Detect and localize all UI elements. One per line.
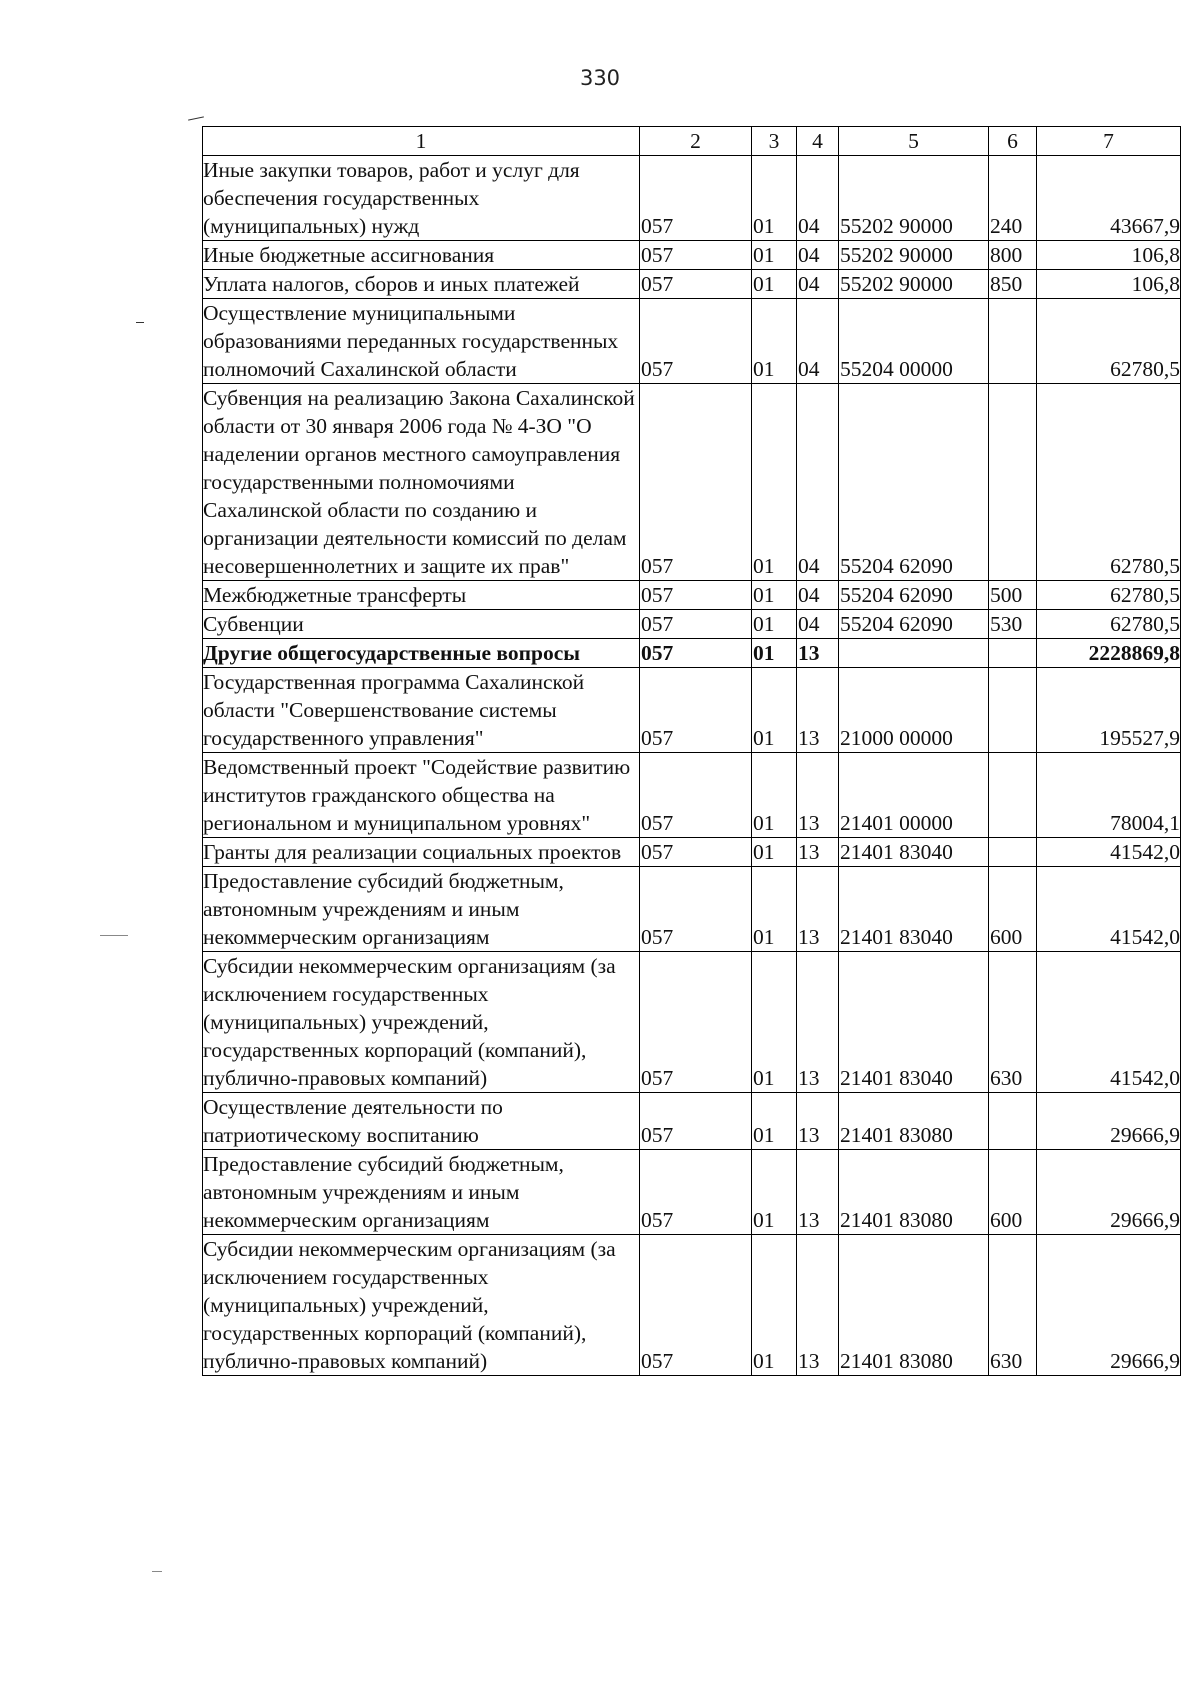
row-code-5-cell: 55202 90000 <box>839 270 989 299</box>
row-code-2-cell: 057 <box>640 384 752 581</box>
row-code-5-cell: 55202 90000 <box>839 156 989 241</box>
row-code-4-cell: 04 <box>797 156 839 241</box>
table-row <box>203 1150 1181 1235</box>
row-amount-cell: 29666,9 <box>1037 1093 1181 1150</box>
row-amount-cell: 43667,9 <box>1037 156 1181 241</box>
scan-mark <box>152 1571 162 1572</box>
header-cell-5: 5 <box>839 127 989 156</box>
row-code-4-cell: 13 <box>797 838 839 867</box>
row-amount-cell: 106,8 <box>1037 241 1181 270</box>
row-code-6-cell <box>989 384 1037 581</box>
row-code-2-cell: 057 <box>640 838 752 867</box>
row-amount-cell: 78004,1 <box>1037 753 1181 838</box>
row-code-6-cell <box>989 1093 1037 1150</box>
row-code-4-cell: 13 <box>797 753 839 838</box>
row-code-3-cell: 01 <box>752 668 797 753</box>
table-row <box>203 753 1181 838</box>
row-code-5-cell <box>839 639 989 668</box>
table-row <box>203 952 1181 1093</box>
row-code-3-cell: 01 <box>752 1235 797 1376</box>
table-row <box>203 299 1181 384</box>
row-amount-cell: 29666,9 <box>1037 1235 1181 1376</box>
row-code-4-cell: 13 <box>797 952 839 1093</box>
row-name-cell: Гранты для реализации социальных проектов <box>203 838 640 867</box>
table-row <box>203 610 1181 639</box>
row-code-2-cell: 057 <box>640 867 752 952</box>
row-code-5-cell: 55202 90000 <box>839 241 989 270</box>
row-name-cell: Субвенция на реализацию Закона Сахалинской области от 30 января 2006 года № 4-ЗО "О наделении органов местного самоуправления государственными полномочиями Сахалинской области по созданию и организации деятельности комиссий по делам несовершеннолетних и защите их прав" <box>203 384 640 581</box>
row-code-4-cell: 13 <box>797 639 839 668</box>
row-code-4-cell: 04 <box>797 241 839 270</box>
row-code-5-cell: 21401 83080 <box>839 1093 989 1150</box>
row-code-4-cell: 04 <box>797 270 839 299</box>
row-name-cell: Осуществление муниципальными образованиями переданных государственных полномочий Сахалинской области <box>203 299 640 384</box>
row-name-cell: Субсидии некоммерческим организациям (за исключением государственных (муниципальных) учреждений, государственных корпораций (компаний), публично-правовых компаний) <box>203 1235 640 1376</box>
row-code-6-cell <box>989 639 1037 668</box>
row-code-6-cell: 850 <box>989 270 1037 299</box>
row-amount-cell: 62780,5 <box>1037 610 1181 639</box>
row-code-3-cell: 01 <box>752 952 797 1093</box>
budget-table <box>202 126 1181 1376</box>
row-code-4-cell: 13 <box>797 1235 839 1376</box>
header-cell-1: 1 <box>203 127 640 156</box>
row-code-5-cell: 21401 83040 <box>839 952 989 1093</box>
table-row <box>203 838 1181 867</box>
row-code-3-cell: 01 <box>752 838 797 867</box>
table-row <box>203 270 1181 299</box>
row-code-4-cell: 13 <box>797 1150 839 1235</box>
scan-mark <box>188 116 204 120</box>
row-code-3-cell: 01 <box>752 610 797 639</box>
table-body <box>203 156 1181 1376</box>
row-code-5-cell: 21401 83080 <box>839 1235 989 1376</box>
table-row <box>203 1093 1181 1150</box>
table-row <box>203 581 1181 610</box>
row-code-2-cell: 057 <box>640 952 752 1093</box>
table-row <box>203 241 1181 270</box>
row-code-3-cell: 01 <box>752 1150 797 1235</box>
scan-mark <box>100 935 128 936</box>
row-name-cell: Ведомственный проект "Содействие развитию институтов гражданского общества на региональном и муниципальном уровнях" <box>203 753 640 838</box>
row-name-cell: Другие общегосударственные вопросы <box>203 639 640 668</box>
header-cell-7: 7 <box>1037 127 1181 156</box>
row-code-3-cell: 01 <box>752 753 797 838</box>
row-code-6-cell: 600 <box>989 867 1037 952</box>
row-amount-cell: 41542,0 <box>1037 838 1181 867</box>
row-code-5-cell: 21401 83080 <box>839 1150 989 1235</box>
row-code-2-cell: 057 <box>640 270 752 299</box>
row-code-5-cell: 21000 00000 <box>839 668 989 753</box>
header-cell-4: 4 <box>797 127 839 156</box>
row-code-2-cell: 057 <box>640 1235 752 1376</box>
scan-mark <box>136 322 144 323</box>
row-code-4-cell: 04 <box>797 610 839 639</box>
row-code-6-cell: 800 <box>989 241 1037 270</box>
row-name-cell: Государственная программа Сахалинской области "Совершенствование системы государственного управления" <box>203 668 640 753</box>
row-code-5-cell: 21401 00000 <box>839 753 989 838</box>
row-code-4-cell: 04 <box>797 581 839 610</box>
row-code-3-cell: 01 <box>752 270 797 299</box>
row-code-6-cell: 500 <box>989 581 1037 610</box>
row-amount-cell: 41542,0 <box>1037 952 1181 1093</box>
table-row <box>203 384 1181 581</box>
row-code-6-cell: 630 <box>989 952 1037 1093</box>
row-code-2-cell: 057 <box>640 1150 752 1235</box>
row-amount-cell: 195527,9 <box>1037 668 1181 753</box>
row-name-cell: Осуществление деятельности по патриотическому воспитанию <box>203 1093 640 1150</box>
header-cell-6: 6 <box>989 127 1037 156</box>
row-code-5-cell: 55204 62090 <box>839 610 989 639</box>
row-code-6-cell <box>989 838 1037 867</box>
row-name-cell: Субсидии некоммерческим организациям (за исключением государственных (муниципальных) учреждений, государственных корпораций (компаний), публично-правовых компаний) <box>203 952 640 1093</box>
row-code-5-cell: 55204 00000 <box>839 299 989 384</box>
row-code-6-cell <box>989 668 1037 753</box>
row-code-4-cell: 04 <box>797 299 839 384</box>
row-code-3-cell: 01 <box>752 639 797 668</box>
row-amount-cell: 62780,5 <box>1037 384 1181 581</box>
row-code-3-cell: 01 <box>752 1093 797 1150</box>
row-code-2-cell: 057 <box>640 668 752 753</box>
row-code-3-cell: 01 <box>752 384 797 581</box>
row-code-2-cell: 057 <box>640 639 752 668</box>
row-name-cell: Иные закупки товаров, работ и услуг для обеспечения государственных (муниципальных) нужд <box>203 156 640 241</box>
table-row <box>203 668 1181 753</box>
row-code-3-cell: 01 <box>752 867 797 952</box>
table-row <box>203 639 1181 668</box>
row-code-6-cell: 630 <box>989 1235 1037 1376</box>
row-code-4-cell: 13 <box>797 867 839 952</box>
row-code-6-cell <box>989 753 1037 838</box>
row-code-4-cell: 13 <box>797 668 839 753</box>
row-amount-cell: 62780,5 <box>1037 581 1181 610</box>
row-amount-cell: 29666,9 <box>1037 1150 1181 1235</box>
row-code-6-cell: 530 <box>989 610 1037 639</box>
row-code-2-cell: 057 <box>640 610 752 639</box>
header-row <box>203 127 1181 156</box>
row-code-5-cell: 55204 62090 <box>839 581 989 610</box>
row-amount-cell: 62780,5 <box>1037 299 1181 384</box>
table-row <box>203 1235 1181 1376</box>
row-name-cell: Иные бюджетные ассигнования <box>203 241 640 270</box>
row-code-6-cell <box>989 299 1037 384</box>
row-name-cell: Предоставление субсидий бюджетным, автономным учреждениям и иным некоммерческим организациям <box>203 867 640 952</box>
row-amount-cell: 2228869,8 <box>1037 639 1181 668</box>
row-code-6-cell: 600 <box>989 1150 1037 1235</box>
row-amount-cell: 41542,0 <box>1037 867 1181 952</box>
row-code-4-cell: 13 <box>797 1093 839 1150</box>
row-amount-cell: 106,8 <box>1037 270 1181 299</box>
row-code-4-cell: 04 <box>797 384 839 581</box>
row-code-3-cell: 01 <box>752 241 797 270</box>
row-name-cell: Предоставление субсидий бюджетным, автономным учреждениям и иным некоммерческим организациям <box>203 1150 640 1235</box>
row-code-5-cell: 21401 83040 <box>839 838 989 867</box>
row-name-cell: Межбюджетные трансферты <box>203 581 640 610</box>
row-code-2-cell: 057 <box>640 156 752 241</box>
table-row <box>203 156 1181 241</box>
page-number: 330 <box>579 66 621 90</box>
row-code-2-cell: 057 <box>640 581 752 610</box>
row-code-3-cell: 01 <box>752 156 797 241</box>
row-code-3-cell: 01 <box>752 299 797 384</box>
header-cell-3: 3 <box>752 127 797 156</box>
row-code-5-cell: 55204 62090 <box>839 384 989 581</box>
row-code-3-cell: 01 <box>752 581 797 610</box>
row-code-2-cell: 057 <box>640 753 752 838</box>
row-code-6-cell: 240 <box>989 156 1037 241</box>
row-code-2-cell: 057 <box>640 1093 752 1150</box>
header-cell-2: 2 <box>640 127 752 156</box>
row-name-cell: Уплата налогов, сборов и иных платежей <box>203 270 640 299</box>
row-code-5-cell: 21401 83040 <box>839 867 989 952</box>
table-row <box>203 867 1181 952</box>
row-code-2-cell: 057 <box>640 299 752 384</box>
table-header <box>203 127 1181 156</box>
row-name-cell: Субвенции <box>203 610 640 639</box>
row-code-2-cell: 057 <box>640 241 752 270</box>
